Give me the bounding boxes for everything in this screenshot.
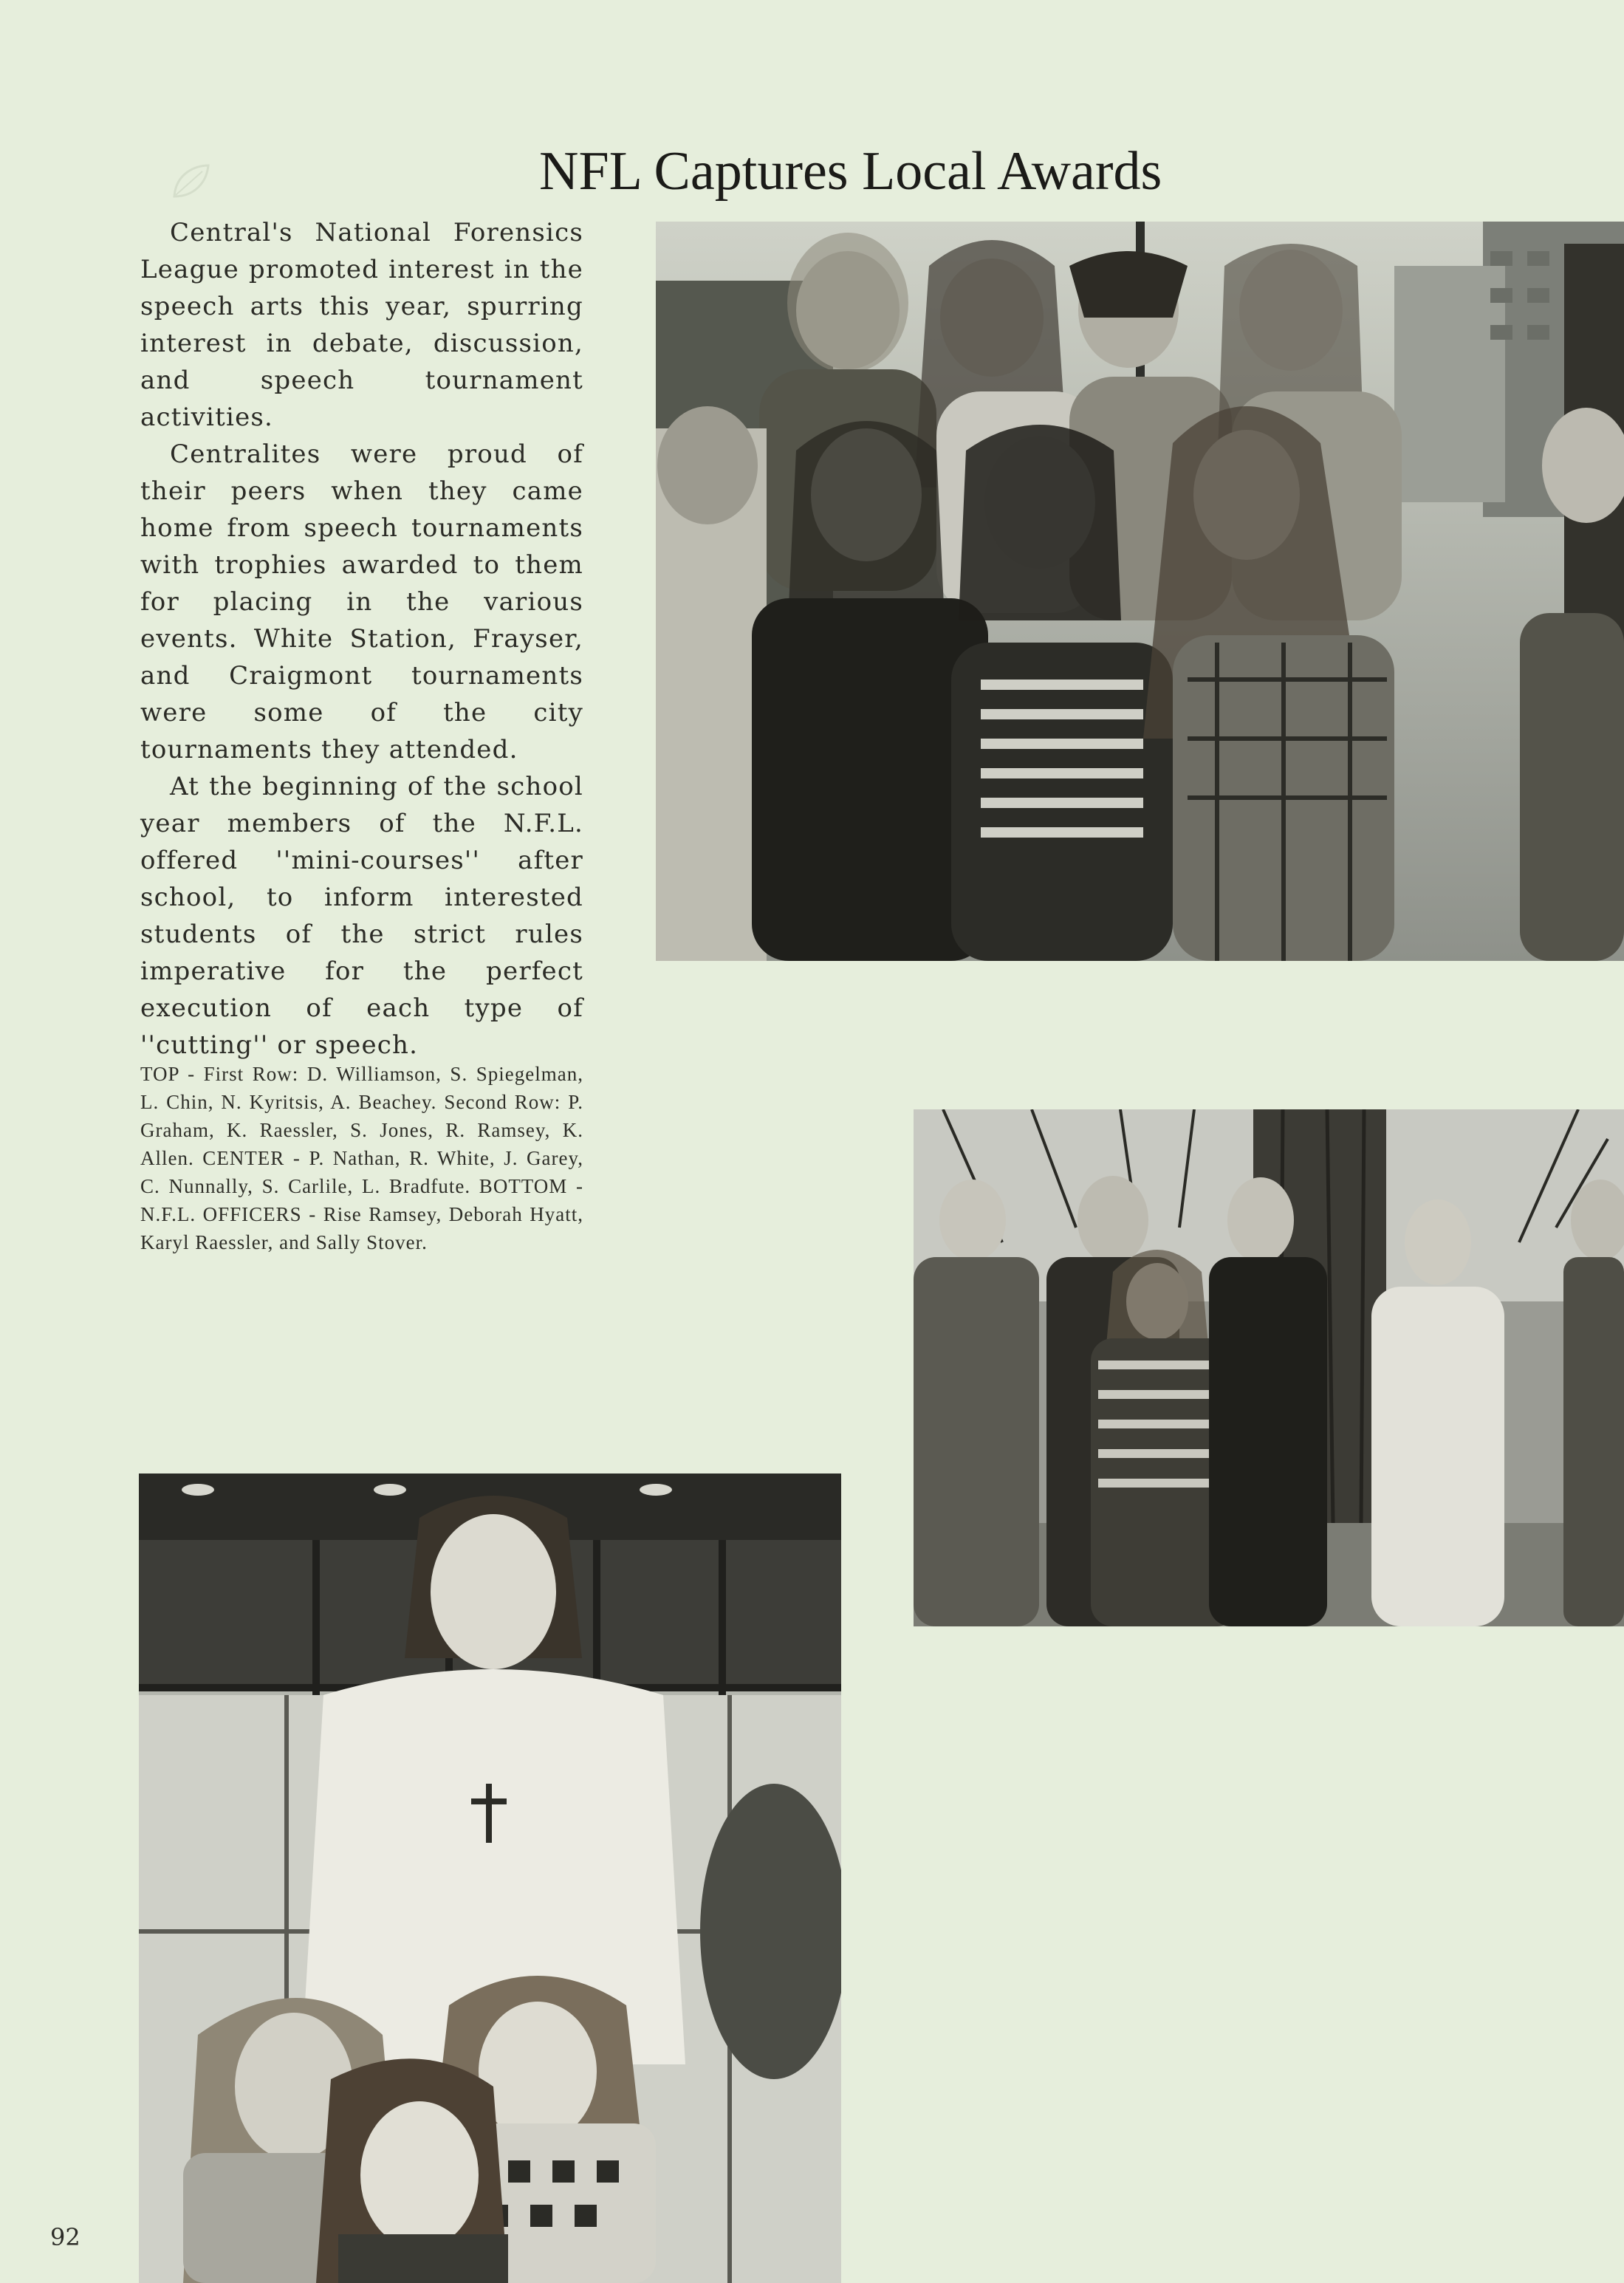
photo-center-image — [914, 1109, 1624, 1626]
photo-top-group — [656, 222, 1624, 961]
paragraph: Centralites were proud of their peers when they came home from speech tournaments with trophies awarded to them for placing in the various events. White Station, Frayser, and Craigmont tournaments were some of the city tournaments they attended. — [140, 439, 583, 764]
page-number: 92 — [50, 2223, 80, 2251]
photo-bottom-officers — [139, 1473, 841, 2283]
photo-bottom-image — [139, 1473, 841, 2283]
photo-center-group — [914, 1109, 1624, 1626]
photo-top-image — [656, 222, 1624, 961]
page-title: NFL Captures Local Awards — [539, 141, 1162, 202]
leaf-watermark-icon — [168, 160, 213, 204]
paragraph: Central's National Forensics League promoted interest in the speech arts this year, spurring interest in debate, discussion, and speech tournament activities. — [140, 218, 583, 432]
paragraph: At the beginning of the school year members of the N.F.L. offered ''mini-courses'' after school, to inform interested students of the strict rules imperative for the perfect execution of each type of ''cutting'' or speech. — [140, 772, 583, 1060]
photo-caption: TOP - First Row: D. Williamson, S. Spiegelman, L. Chin, N. Kyritsis, A. Beachey. Second Row: P. Graham, K. Raessler, S. Jones, R. Ramsey, K. Allen. CENTER - P. Nathan, R. White, J. Garey, C. Nunnally, S. Carlile, L. Bradfute. BOTTOM - N.F.L. OFFICERS - Rise Ramsey, Deborah Hyatt, Karyl Raessler, and Sally Stover. — [140, 1063, 583, 1253]
article-body — [140, 214, 583, 1064]
